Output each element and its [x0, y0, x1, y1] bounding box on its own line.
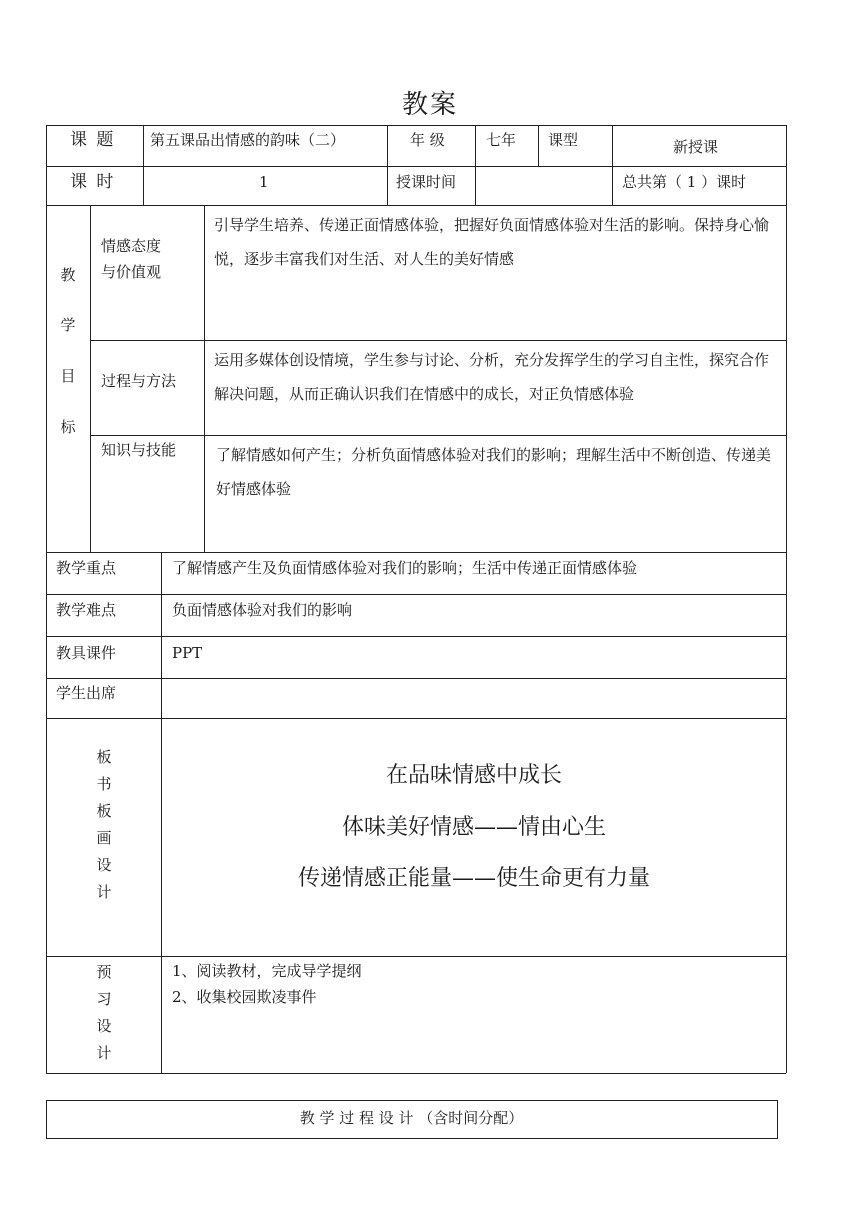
objective-emotion-content: 引导学生培养、传递正面情感体验，把握好负面情感体验对生活的影响。保持身心愉悦，逐步丰富我们对生活、对人生的美好情感 — [214, 216, 770, 268]
grid-line — [46, 125, 786, 126]
topic-label: 课 题 — [70, 130, 116, 150]
materials-label: 教具课件 — [56, 644, 117, 662]
materials-value: PPT — [172, 644, 203, 662]
topic-value: 第五课品出情感的韵味（二） — [150, 131, 346, 149]
grid-line — [46, 1100, 777, 1101]
objectives-label-char: 目 — [60, 367, 76, 385]
board-line: 在品味情感中成长 — [385, 763, 562, 788]
time-label: 授课时间 — [396, 173, 457, 191]
grid-line — [612, 125, 613, 205]
board-label-char: 画 — [96, 829, 112, 847]
grid-line — [475, 125, 476, 205]
objectives-label-char: 学 — [60, 316, 76, 334]
grid-line — [777, 1100, 778, 1139]
grade-value: 七年 — [486, 131, 517, 149]
objective-process-content: 运用多媒体创设情境，学生参与讨论、分析，充分发挥学生的学习自主性，探究合作解决问题，从而正确认识我们在情感中的成长，对正负情感体验 — [214, 351, 770, 403]
document-title: 教案 — [401, 90, 458, 120]
grid-line — [46, 594, 786, 595]
total-hours: 总共第（ 1 ）课时 — [622, 173, 747, 191]
grid-line — [90, 205, 91, 552]
grid-line — [204, 205, 205, 552]
grid-line — [538, 125, 539, 166]
board-line: 体味美好情感——情由心生 — [341, 815, 606, 840]
grid-line — [46, 678, 786, 679]
objective-process-label: 过程与方法 — [101, 372, 177, 390]
objectives-label-char: 标 — [60, 418, 76, 436]
grid-line — [90, 340, 786, 341]
difficulties-value: 负面情感体验对我们的影响 — [172, 601, 353, 619]
type-label: 课型 — [548, 131, 579, 149]
preview-item: 2、收集校园欺凌事件 — [172, 988, 317, 1006]
objective-knowledge-label: 知识与技能 — [101, 441, 177, 459]
grid-line — [786, 125, 787, 1073]
preview-item: 1、阅读教材，完成导学提纲 — [172, 962, 362, 980]
objective-emotion-label: 与价值观 — [101, 263, 162, 281]
process-design-header: 教 学 过 程 设 计 （含时间分配） — [299, 1109, 524, 1127]
hours-label: 课 时 — [70, 172, 116, 192]
grid-line — [46, 205, 786, 206]
difficulties-label: 教学难点 — [56, 601, 117, 619]
grid-line — [46, 636, 786, 637]
hours-value: 1 — [259, 173, 269, 191]
board-label-char: 书 — [96, 775, 112, 793]
grade-label: 年 级 — [410, 131, 445, 149]
preview-label-char: 计 — [96, 1044, 112, 1062]
grid-line — [46, 125, 47, 1073]
type-value: 新授课 — [673, 138, 719, 156]
board-label-char: 设 — [96, 856, 112, 874]
key-points-label: 教学重点 — [56, 559, 117, 577]
grid-line — [90, 435, 786, 436]
grid-line — [46, 956, 786, 957]
grid-line — [46, 718, 786, 719]
grid-line — [46, 1138, 777, 1139]
grid-line — [46, 166, 786, 167]
board-line: 传递情感正能量——使生命更有力量 — [297, 866, 650, 891]
board-label-char: 板 — [96, 802, 112, 820]
objectives-label-char: 教 — [60, 266, 76, 284]
objective-emotion-label: 情感态度 — [101, 237, 162, 255]
preview-label-char: 预 — [96, 963, 112, 981]
grid-line — [46, 1073, 786, 1074]
board-label-char: 计 — [96, 883, 112, 901]
preview-label-char: 设 — [96, 1017, 112, 1035]
attendance-label: 学生出席 — [56, 684, 117, 702]
key-points-value: 了解情感产生及负面情感体验对我们的影响；生活中传递正面情感体验 — [172, 559, 638, 577]
grid-line — [387, 125, 388, 205]
board-label-char: 板 — [96, 748, 112, 766]
preview-label-char: 习 — [96, 990, 112, 1008]
grid-line — [143, 125, 144, 205]
grid-line — [46, 552, 786, 553]
objective-knowledge-content: 了解情感如何产生；分析负面情感体验对我们的影响；理解生活中不断创造、传递美好情感体验 — [216, 446, 772, 498]
